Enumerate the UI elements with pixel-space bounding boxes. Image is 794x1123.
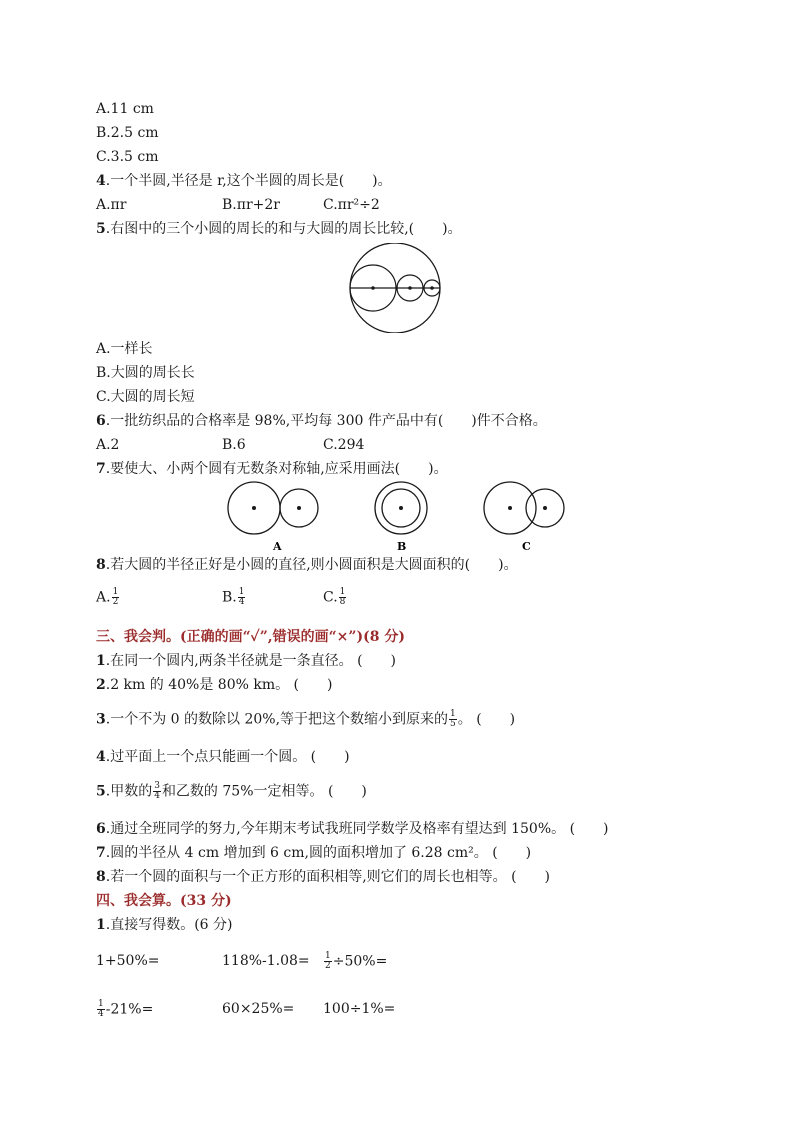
q6-number: 6 [96,413,106,429]
judge-item-fraction [153,782,161,801]
judge-item-text-end: 和乙数的 75%一定相等。 ( ) [161,783,367,800]
q5-number: 5 [96,221,106,237]
fraction-numerator: 3 [154,781,160,791]
calc-item [96,1000,153,1019]
q5-option-a: A.一样长 [96,341,153,357]
q8-option-c [323,588,347,607]
q6-option-b: B.6 [222,437,246,453]
fraction-denominator: 4 [98,1009,104,1019]
judge-item-text: .通过全班同学的努力,今年期末考试我班同学数学及格率有望达到 150%。 ( ) [105,821,609,837]
q7-label-c: C [522,540,531,553]
q7-option-figures [225,480,575,556]
q7-label-a: A [273,540,282,553]
q8-option-b-prefix: B. [222,589,237,606]
calc-item: 1+50%= [96,953,160,969]
section4-title: 四、我会算。(33 分) [96,893,232,909]
q3-option-c: C.3.5 cm [96,149,159,165]
judge-item-text-end: 。 ( ) [457,711,516,728]
q5-option-c: C.大圆的周长短 [96,389,195,405]
judge-item [96,652,396,670]
q7-question [96,460,448,478]
calc-item: 100÷1%= [323,1001,396,1017]
judge-item [96,782,367,801]
q8-number: 8 [96,557,106,573]
judge-item-number: 4 [96,749,106,765]
q7-text: .要使大、小两个圆有无数条对称轴,应采用画法( )。 [105,461,448,477]
judge-item-number: 5 [96,783,106,800]
q3-option-a: A.11 cm [96,101,154,117]
q5-question [96,220,462,238]
q4-option-b: B.πr+2r [222,197,280,213]
calc-item: 60×25%= [222,1001,295,1017]
q5-circles-figure [348,243,444,333]
judge-item-number: 7 [96,845,106,861]
q8-text: .若大圆的半径正好是小圆的直径,则小圆面积是大圆面积的( )。 [105,557,518,573]
fraction-numerator: 1 [339,587,346,597]
q8-option-c-fraction [339,588,347,607]
judge-item-text: .在同一个圆内,两条半径就是一条直径。 ( ) [105,653,397,669]
fraction-numerator: 1 [450,709,456,719]
judge-item [96,710,515,729]
fraction-denominator: 4 [238,597,245,607]
fraction-denominator: 5 [450,719,456,729]
calc-item [323,952,387,971]
q6-option-a: A.2 [96,437,120,453]
q7-label-b: B [397,540,407,553]
judge-item [96,748,350,766]
calc-tail: -21%= [105,1001,154,1018]
judge-item [96,868,550,886]
calc-item: 118%-1.08= [222,953,310,969]
q7-figure-a [228,482,318,534]
judge-item-text: .甲数的 [105,783,153,800]
q8-option-a-prefix: A. [96,589,111,606]
fraction-denominator: 2 [112,597,119,607]
judge-item-text: .2 km 的 40%是 80% km。 ( ) [105,677,333,693]
judge-item-number: 6 [96,821,106,837]
judge-item-text: .若一个圆的面积与一个正方形的面积相等,则它们的周长也相等。 ( ) [105,869,551,885]
judge-item-number: 3 [96,711,106,728]
section4-sub1 [96,916,232,934]
fraction-denominator: 2 [325,961,331,971]
q6-option-c: C.294 [323,437,365,453]
q7-number: 7 [96,461,106,477]
calc-fraction [324,952,332,971]
fraction-numerator: 1 [325,951,331,961]
calc-tail: ÷50%= [332,953,388,970]
fraction-denominator: 8 [339,597,346,607]
fraction-numerator: 1 [238,587,245,597]
q8-option-b-fraction [238,588,246,607]
sub1-number: 1 [96,917,106,933]
q8-option-a-fraction [112,588,120,607]
q8-option-b [222,588,246,607]
q8-option-a [96,588,120,607]
q4-option-a: A.πr [96,197,127,213]
q4-option-c: C.πr²÷2 [323,197,380,213]
fraction-numerator: 1 [112,587,119,597]
q8-option-c-prefix: C. [323,589,338,606]
q4-number: 4 [96,173,106,189]
q4-text: .一个半圆,半径是 r,这个半圆的周长是( )。 [105,173,392,189]
judge-item-text: .圆的半径从 4 cm 增加到 6 cm,圆的面积增加了 6.28 cm²。 ( ) [105,845,532,861]
q6-question [96,412,547,430]
q6-text: .一批纺织品的合格率是 98%,平均每 300 件产品中有( )件不合格。 [105,413,547,429]
judge-item [96,844,531,862]
judge-item-number: 2 [96,677,106,693]
fraction-denominator: 4 [154,791,160,801]
q7-figure-b [375,482,427,534]
judge-item-fraction [449,710,457,729]
q7-figure-c [484,482,564,534]
judge-item-number: 1 [96,653,106,669]
calc-fraction [97,1000,105,1019]
judge-item [96,676,332,694]
fraction-numerator: 1 [98,999,104,1009]
q5-option-b: B.大圆的周长长 [96,365,195,381]
sub1-text: .直接写得数。(6 分) [105,917,233,933]
q5-text: .右图中的三个小圆的周长的和与大圆的周长比较,( )。 [105,221,462,237]
q3-option-b: B.2.5 cm [96,125,159,141]
q4-question [96,172,392,190]
judge-item-text: .一个不为 0 的数除以 20%,等于把这个数缩小到原来的 [105,711,449,728]
q8-question [96,556,518,574]
judge-item-number: 8 [96,869,106,885]
judge-item-text: .过平面上一个点只能画一个圆。 ( ) [105,749,350,765]
judge-item [96,820,609,838]
section3-title: 三、我会判。(正确的画“✓”,错误的画“×”)(8 分) [96,629,405,645]
